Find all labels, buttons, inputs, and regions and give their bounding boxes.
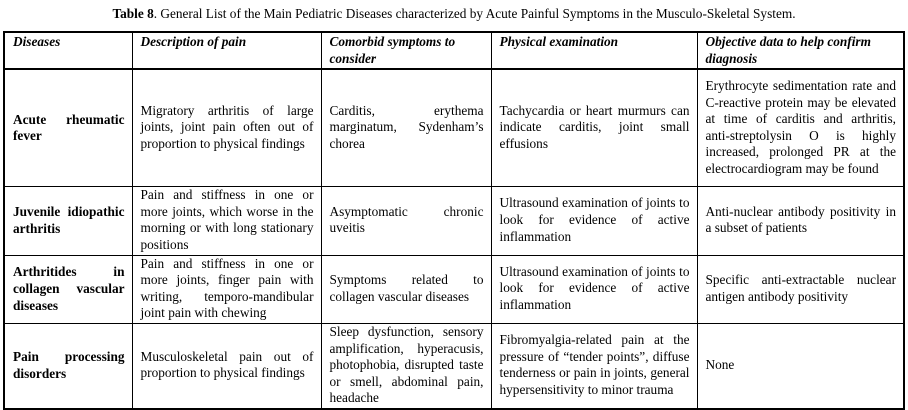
table-row [4, 69, 904, 187]
objective-data-cell: Anti-nuclear antibody positivity in a subset of patients [697, 187, 904, 255]
table-header-row [4, 32, 904, 69]
diseases-table [3, 31, 905, 410]
comorbid-symptoms-cell: Sleep dysfunction, sensory amplification, hyperacusis, photophobia, disrupted taste or smell, abdominal pain, headache [321, 323, 491, 409]
disease-cell: Acute rheumatic fever [4, 69, 132, 187]
disease-cell: Juvenile idiopathic arthritis [4, 187, 132, 255]
pain-description-cell: Pain and stiffness in one or more joints, finger pain with writing, temporo-mandibular joint pain with chewing [132, 255, 321, 323]
physical-examination-cell: Ultrasound examination of joints to look for evidence of active inflammation [491, 255, 697, 323]
header-diseases: Diseases [4, 32, 132, 69]
physical-examination-cell: Fibromyalgia-related pain at the pressure of “tender points”, diffuse tenderness or pain in joints, general hypersensitivity to minor trauma [491, 323, 697, 409]
physical-examination-cell: Tachycardia or heart murmurs can indicate carditis, joint small effusions [491, 69, 697, 187]
comorbid-symptoms-cell: Asymptomatic chronic uveitis [321, 187, 491, 255]
pain-description-cell: Musculoskeletal pain out of proportion to physical findings [132, 323, 321, 409]
pain-description-cell: Pain and stiffness in one or more joints, which worse in the morning or with long stationary positions [132, 187, 321, 255]
table-row [4, 255, 904, 323]
objective-data-cell: Erythrocyte sedimentation rate and C-reactive protein may be elevated at time of carditis and arthritis, anti-streptolysin O is highly increased, prolonged PR at the electrocardiogram may be found [697, 69, 904, 187]
header-description-of-pain: Description of pain [132, 32, 321, 69]
physical-examination-cell: Ultrasound examination of joints to look for evidence of active inflammation [491, 187, 697, 255]
objective-data-cell: Specific anti-extractable nuclear antigen antibody positivity [697, 255, 904, 323]
disease-cell: Pain processing disorders [4, 323, 132, 409]
table-row [4, 187, 904, 255]
objective-data-cell: None [697, 323, 904, 409]
header-comorbid-symptoms: Comorbid symptoms to consider [321, 32, 491, 69]
table-caption-text: . General List of the Main Pediatric Diseases characterized by Acute Painful Symptoms in the Musculo-Skeletal System. [153, 6, 796, 21]
comorbid-symptoms-cell: Symptoms related to collagen vascular diseases [321, 255, 491, 323]
table-row [4, 323, 904, 409]
header-objective-data: Objective data to help confirm diagnosis [697, 32, 904, 69]
comorbid-symptoms-cell: Carditis, erythema marginatum, Sydenham’s chorea [321, 69, 491, 187]
table-label: Table 8 [112, 6, 154, 21]
pain-description-cell: Migratory arthritis of large joints, joint pain often out of proportion to physical findings [132, 69, 321, 187]
disease-cell: Arthritides in collagen vascular diseases [4, 255, 132, 323]
header-physical-examination: Physical examination [491, 32, 697, 69]
table-caption [0, 6, 908, 22]
